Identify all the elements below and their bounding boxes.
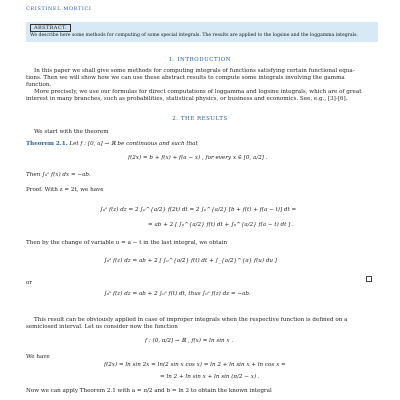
abstract-text: We describe here some methods for computing of some special integrals. The results are applied to the logsine and the loggamma integrals. <box>30 33 358 38</box>
final-sentence: Now we can apply Theorem 2.1 with a = π/2 and b = ln 2 to obtain the known integral <box>26 388 272 394</box>
paragraph-line-2: semiclosed interval. Let us consider now the function <box>26 324 178 330</box>
intro-line-3: function. <box>26 82 52 88</box>
equation-2a: ∫₀ᵃ f(z) dz = 2 ∫₀^{a/2} f(2t) dt = 2 ∫₀^{a/2} [b + f(t) + f(a − t)] dt = <box>100 207 297 213</box>
change-of-variable-text: Then by the change of variable u = a − t in the last integral, we obtain <box>26 240 228 246</box>
or-text: or <box>26 280 33 286</box>
equation-5: f : (0, π/2] → ℝ , f(x) = ln sin x . <box>145 338 234 344</box>
running-header: CRISTINEL MORTICI <box>26 6 92 12</box>
theorem-label: Theorem 2.1. <box>26 141 68 147</box>
equation-6a: f(2x) = ln sin 2x = ln(2 sin x cos x) = ln 2 + ln sin x + ln cos x = <box>104 362 286 368</box>
results-heading: 2. THE RESULTS <box>172 116 228 122</box>
we-have-text: We have <box>26 354 50 360</box>
theorem-conclusion: Then ∫₀ᵃ f(x) dx = −ab. <box>26 172 91 178</box>
intro-line-4: More precisely, we use our formulas for direct computations of loggamma and logsine integrals, which are of great <box>34 89 362 95</box>
equation-3: ∫₀ᵃ f(z) dz = ab + 2 [ ∫₀^{a/2} f(t) dt + ∫_{a/2}^{a} f(u) du ] <box>104 258 277 264</box>
abstract-title: ABSTRACT. <box>30 24 71 32</box>
equation-1: f(2x) = b + f(x) + f(a − x) , for every x ∈ [0, a/2] . <box>128 155 268 161</box>
abstract-box <box>26 22 378 42</box>
intro-line-2: tions. Then we will show how we can use these abstract results to compute some integrals involving the gamma <box>26 75 345 81</box>
theorem-statement <box>26 141 198 148</box>
theorem-text: Let f : [0, a] → ℝ be continuous and such that <box>69 141 198 147</box>
equation-2b: = ab + 2 [ ∫₀^{a/2} f(t) dt + ∫₀^{a/2} f(a − t) dt ] . <box>148 222 294 228</box>
intro-heading: 1. INTRODUCTION <box>168 57 232 63</box>
qed-square-icon <box>366 276 372 282</box>
intro-line-5: interest in many branches, such as probabilities, statistical physics, or business and economics. See, e.g., [3]-[6]. <box>26 96 348 102</box>
equation-6b: = ln 2 + ln sin x + ln sin (π/2 − x) . <box>160 374 260 380</box>
proof-start: Proof. With z = 2t, we have <box>26 187 104 193</box>
paragraph-line-1: This result can be obviously applied in case of improper integrals when the respective function is defined on a <box>34 317 348 323</box>
equation-4: ∫₀ᵃ f(z) dz = ab + 2 ∫₀ᵃ f(t) dt, thus ∫₀ᵃ f(z) dz = −ab. <box>104 291 251 297</box>
intro-line-1: In this paper we shall give some methods for computing integrals of functions satisfying certain functional equa- <box>34 68 355 74</box>
results-start: We start with the theorem <box>34 129 109 135</box>
